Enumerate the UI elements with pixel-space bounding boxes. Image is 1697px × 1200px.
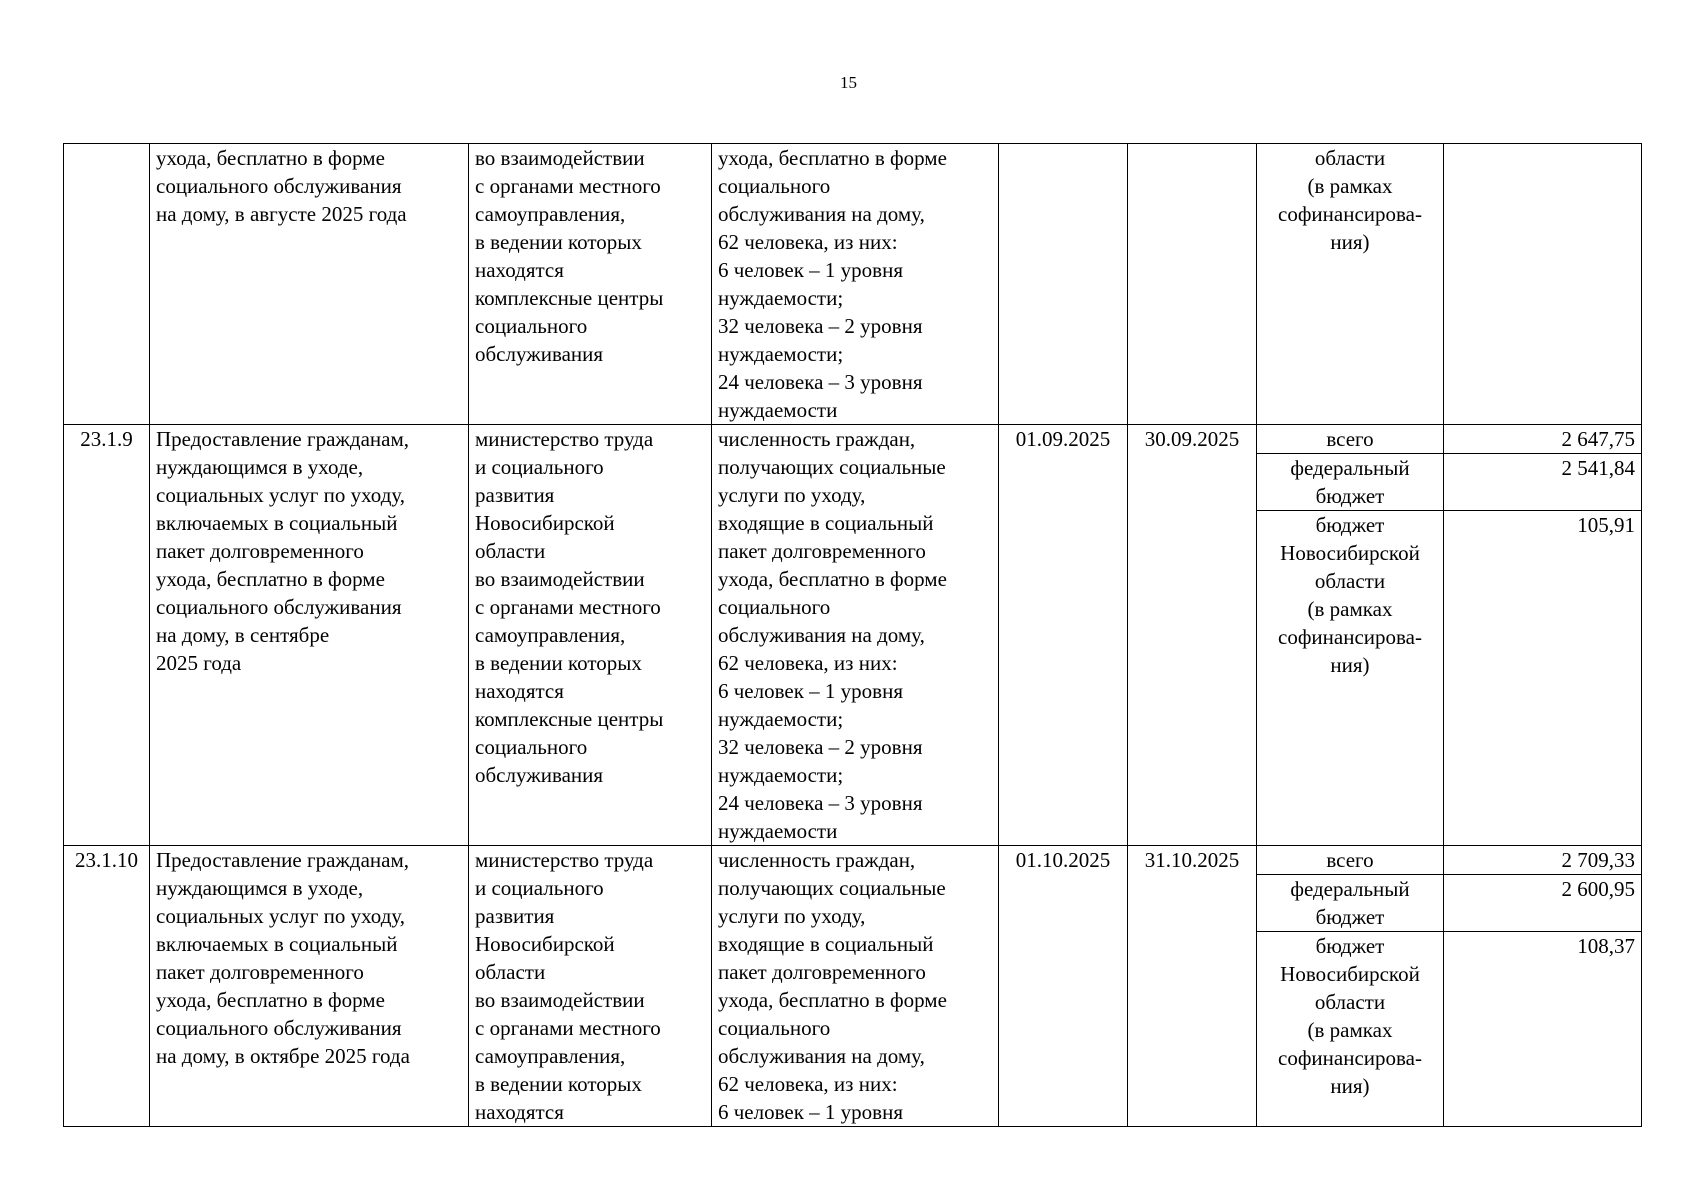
table-row: [64, 425, 1642, 454]
cell-end-date: 31.10.2025: [1128, 846, 1257, 1127]
activity-plan-table: [63, 143, 1642, 1127]
cell-funding-amount: 105,91: [1444, 511, 1642, 846]
cell-funding-amount: 2 647,75: [1444, 425, 1642, 454]
cell-funding-source: федеральный бюджет: [1257, 875, 1444, 932]
cell-start-date: 01.09.2025: [999, 425, 1128, 846]
table-row: [64, 846, 1642, 875]
cell-funding-source: всего: [1257, 846, 1444, 875]
cell-indicator: численность граждан, получающих социальные услуги по уходу, входящие в социальный пакет долговременного ухода, бесплатно в форме социального обслуживания на дому, 62 человека, из них: 6 человек – 1 уровня: [712, 846, 999, 1127]
cell-number: 23.1.10: [64, 846, 150, 1127]
cell-description: ухода, бесплатно в форме социального обслуживания на дому, в августе 2025 года: [150, 144, 469, 425]
cell-executor: во взаимодействии с органами местного самоуправления, в ведении которых находятся комплексные центры социального обслуживания: [469, 144, 712, 425]
cell-funding-source: бюджет Новосибирской области (в рамках софинансирова- ния): [1257, 511, 1444, 846]
cell-indicator: численность граждан, получающих социальные услуги по уходу, входящие в социальный пакет долговременного ухода, бесплатно в форме социального обслуживания на дому, 62 человека, из них: 6 человек – 1 уровня нуждаемости; 32 человека – 2 уровня нуждаемости; 24 человека – 3 уровня нуждаемости: [712, 425, 999, 846]
cell-funding-amount: 108,37: [1444, 932, 1642, 1127]
cell-indicator: ухода, бесплатно в форме социального обслуживания на дому, 62 человека, из них: 6 человек – 1 уровня нуждаемости; 32 человека – 2 уровня нуждаемости; 24 человека – 3 уровня нуждаемости: [712, 144, 999, 425]
cell-start-date: [999, 144, 1128, 425]
cell-funding-amount: 2 709,33: [1444, 846, 1642, 875]
cell-start-date: 01.10.2025: [999, 846, 1128, 1127]
cell-description: Предоставление гражданам, нуждающимся в уходе, социальных услуг по уходу, включаемых в социальный пакет долговременного ухода, бесплатно в форме социального обслуживания на дому, в сентябре 2025 года: [150, 425, 469, 846]
cell-number: [64, 144, 150, 425]
cell-end-date: 30.09.2025: [1128, 425, 1257, 846]
cell-funding-source: всего: [1257, 425, 1444, 454]
cell-funding-source: федеральный бюджет: [1257, 454, 1444, 511]
cell-funding-amount: [1444, 144, 1642, 425]
cell-executor: министерство труда и социального развития Новосибирской области во взаимодействии с органами местного самоуправления, в ведении которых находятся комплексные центры социального обслуживания: [469, 425, 712, 846]
cell-funding-source: области (в рамках софинансирова- ния): [1257, 144, 1444, 425]
cell-funding-source: бюджет Новосибирской области (в рамках софинансирова- ния): [1257, 932, 1444, 1127]
cell-number: 23.1.9: [64, 425, 150, 846]
table-row-continuation: [64, 144, 1642, 425]
page-number: 15: [840, 73, 857, 92]
cell-description: Предоставление гражданам, нуждающимся в уходе, социальных услуг по уходу, включаемых в социальный пакет долговременного ухода, бесплатно в форме социального обслуживания на дому, в октябре 2025 года: [150, 846, 469, 1127]
cell-end-date: [1128, 144, 1257, 425]
cell-executor: министерство труда и социального развития Новосибирской области во взаимодействии с органами местного самоуправления, в ведении которых находятся: [469, 846, 712, 1127]
cell-funding-amount: 2 600,95: [1444, 875, 1642, 932]
cell-funding-amount: 2 541,84: [1444, 454, 1642, 511]
